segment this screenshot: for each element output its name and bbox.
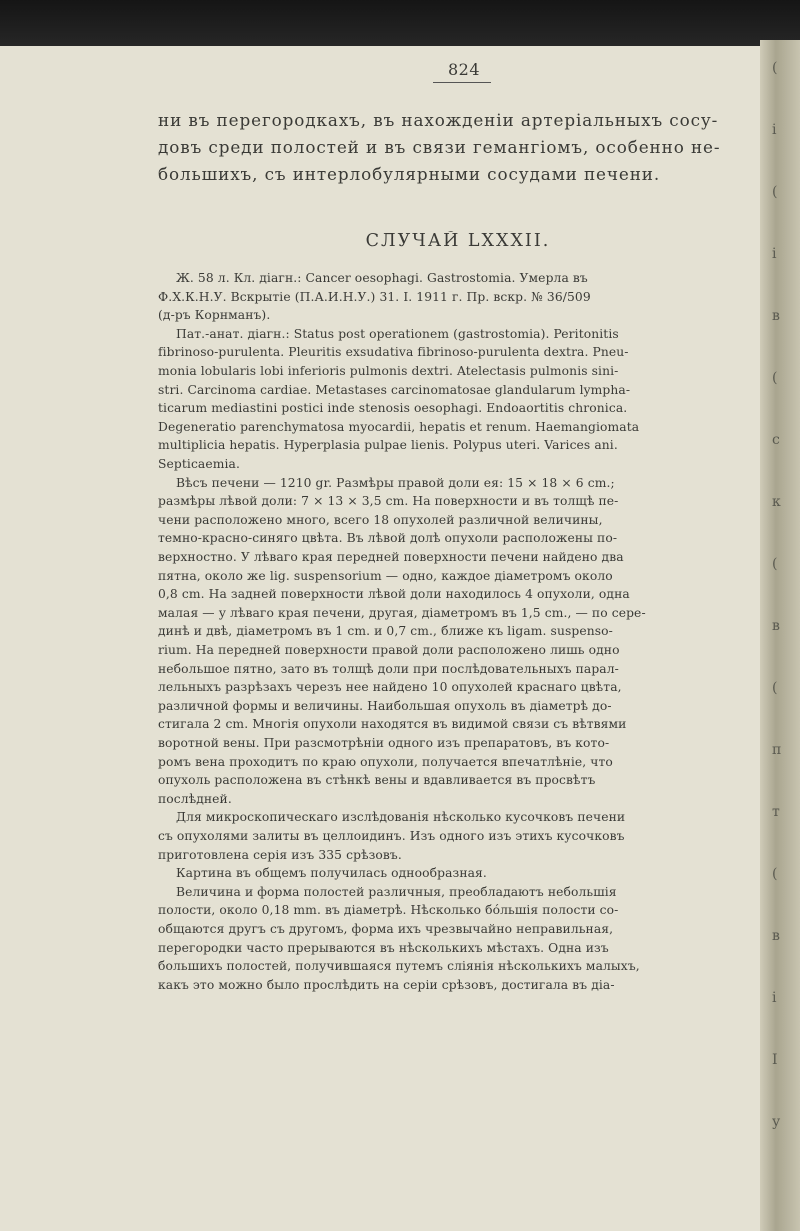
case-text-line: большихъ полостей, получившаяся путемъ сліянія нѣсколькихъ малыхъ, <box>158 959 640 974</box>
edge-glyph: і <box>772 990 777 1006</box>
intro-line: ни въ перегородкахъ, въ нахожденіи артеріальныхъ сосу- <box>158 110 719 130</box>
case-text-line: Septicaemia. <box>158 457 240 471</box>
case-text-line: полости, около 0,18 mm. въ діаметрѣ. Нѣсколько бóльшія полости со- <box>158 903 619 918</box>
edge-glyph: ( <box>772 60 778 76</box>
case-text-line: Для микроскопическаго изслѣдованія нѣсколько кусочковъ печени <box>176 810 626 825</box>
case-text-line: стигала 2 cm. Многія опухоли находятся въ видимой связи съ вѣтвями <box>158 717 627 732</box>
case-text-line: Ф.Х.К.Н.У. Вскрытіе (П.А.И.Н.У.) 31. I. 1911 г. Пр. вскр. № 36/509 <box>158 289 591 304</box>
case-text-line: monia lobularis lobi inferioris pulmonis dextri. Atelectasis pulmonis sini- <box>158 364 619 378</box>
edge-glyph: ( <box>772 680 778 696</box>
edge-glyph: ( <box>772 184 778 200</box>
case-text-line: темно-красно-синяго цвѣта. Въ лѣвой долѣ опухоли расположены по- <box>158 531 618 546</box>
case-heading: СЛУЧАЙ LXXXII. <box>365 231 551 251</box>
case-text-line: съ опухолями залиты въ целлоидинъ. Изъ одного изъ этихъ кусочковъ <box>158 829 625 843</box>
page-number: 824 <box>448 60 481 79</box>
edge-glyph: в <box>772 618 780 634</box>
case-text-line: Пат.-анат. діагн.: Status post operationem (gastrostomia). Peritonitis <box>176 326 619 341</box>
intro-line: большихъ, съ интерлобулярными сосудами печени. <box>158 164 661 184</box>
case-text-line: общаются другъ съ другомъ, форма ихъ чрезвычайно неправильная, <box>158 922 614 936</box>
case-text-line: Degeneratio parenchymatosa myocardii, hepatis et renum. Haemangiomata <box>158 419 640 434</box>
case-text-line: динѣ и двѣ, діаметромъ въ 1 cm. и 0,7 cm., ближе къ ligam. suspenso- <box>158 624 613 639</box>
case-text-line: ticarum mediastini postici inde stenosis oesophagi. Endoaortitis chronica. <box>158 401 628 416</box>
edge-glyph: в <box>772 308 780 324</box>
book-page <box>158 46 760 1226</box>
case-text-line: пятна, около же lig. suspensorium — одно, каждое діаметромъ около <box>158 568 613 583</box>
case-text-line: stri. Carcinoma cardiae. Metastases carcinomatosae glandularum lympha- <box>158 382 631 397</box>
edge-glyph: ( <box>772 866 778 882</box>
edge-glyph: п <box>772 742 782 758</box>
case-text-line: какъ это можно было прослѣдить на серіи срѣзовъ, достигала въ діа- <box>158 977 615 992</box>
case-text-line: воротной вены. При разсмотрѣніи одного изъ препаратовъ, въ кото- <box>158 736 610 750</box>
edge-glyph: в <box>772 928 780 944</box>
case-text-line: послѣдней. <box>158 791 232 806</box>
edge-glyph: ( <box>772 370 778 386</box>
case-text-line: размѣры лѣвой доли: 7 × 13 × 3,5 cm. На поверхности и въ толщѣ пе- <box>158 494 619 509</box>
intro-line: довъ среди полостей и въ связи гемангіомъ, особенно не- <box>158 137 721 157</box>
case-text-line: чени расположено много, всего 18 опухолей различной величины, <box>158 512 603 527</box>
case-text-line: опухоль расположена въ стѣнкѣ вены и вдавливается въ просвѣтъ <box>158 773 596 788</box>
case-text-line: различной формы и величины. Наибольшая опухоль въ діаметрѣ до- <box>158 698 612 713</box>
adjacent-page-edge <box>760 40 800 1231</box>
case-text-line: (д-ръ Корнманъ). <box>158 308 271 323</box>
page-number-underline <box>433 82 491 83</box>
case-text-line: ромъ вена проходитъ по краю опухоли, получается впечатлѣніе, что <box>158 754 613 769</box>
case-text-line: 0,8 cm. На задней поверхности лѣвой доли находилось 4 опухоли, одна <box>158 587 630 602</box>
case-text-line: малая — у лѣваго края печени, другая, діаметромъ въ 1,5 cm., — по сере- <box>158 605 646 620</box>
case-text-line: Величина и форма полостей различныя, преобладаютъ небольшія <box>176 884 617 899</box>
case-text-line: Вѣсъ печени — 1210 gr. Размѣры правой доли ея: 15 × 18 × 6 cm.; <box>176 475 615 490</box>
edge-glyph: і <box>772 122 777 138</box>
edge-glyph: і <box>772 246 777 262</box>
scanner-dark-band <box>0 0 800 46</box>
edge-glyph: с <box>772 432 780 448</box>
case-text-line: перегородки часто прерываются въ нѣсколькихъ мѣстахъ. Одна изъ <box>158 940 609 955</box>
edge-glyph: ( <box>772 556 778 572</box>
case-text-line: Ж. 58 л. Кл. діагн.: Cancer oesophagi. Gastrostomia. Умерла въ <box>176 271 588 285</box>
case-text-line: fibrinoso-purulenta. Pleuritis exsudativa fibrinoso-purulenta dextra. Pneu- <box>158 345 629 360</box>
case-text-line: multiplicia hepatis. Hyperplasia pulpae lienis. Polypus uteri. Varices ani. <box>158 438 618 453</box>
edge-glyph: у <box>772 1114 781 1130</box>
case-text-line: Картина въ общемъ получилась однообразная. <box>176 866 487 881</box>
edge-glyph: І <box>772 1052 778 1068</box>
edge-glyph: т <box>772 804 780 820</box>
edge-glyph: к <box>772 494 781 510</box>
case-text-line: rium. На передней поверхности правой доли расположено лишь одно <box>158 643 620 657</box>
case-text-line: небольшое пятно, зато въ толщѣ доли при послѣдовательныхъ парал- <box>158 661 619 676</box>
case-text-line: лельныхъ разрѣзахъ черезъ нее найдено 10 опухолей краснаго цвѣта, <box>158 680 622 695</box>
case-text-line: приготовлена серія изъ 335 срѣзовъ. <box>158 847 402 862</box>
case-text-line: верхностно. У лѣваго края передней поверхности печени найдено два <box>158 550 624 564</box>
